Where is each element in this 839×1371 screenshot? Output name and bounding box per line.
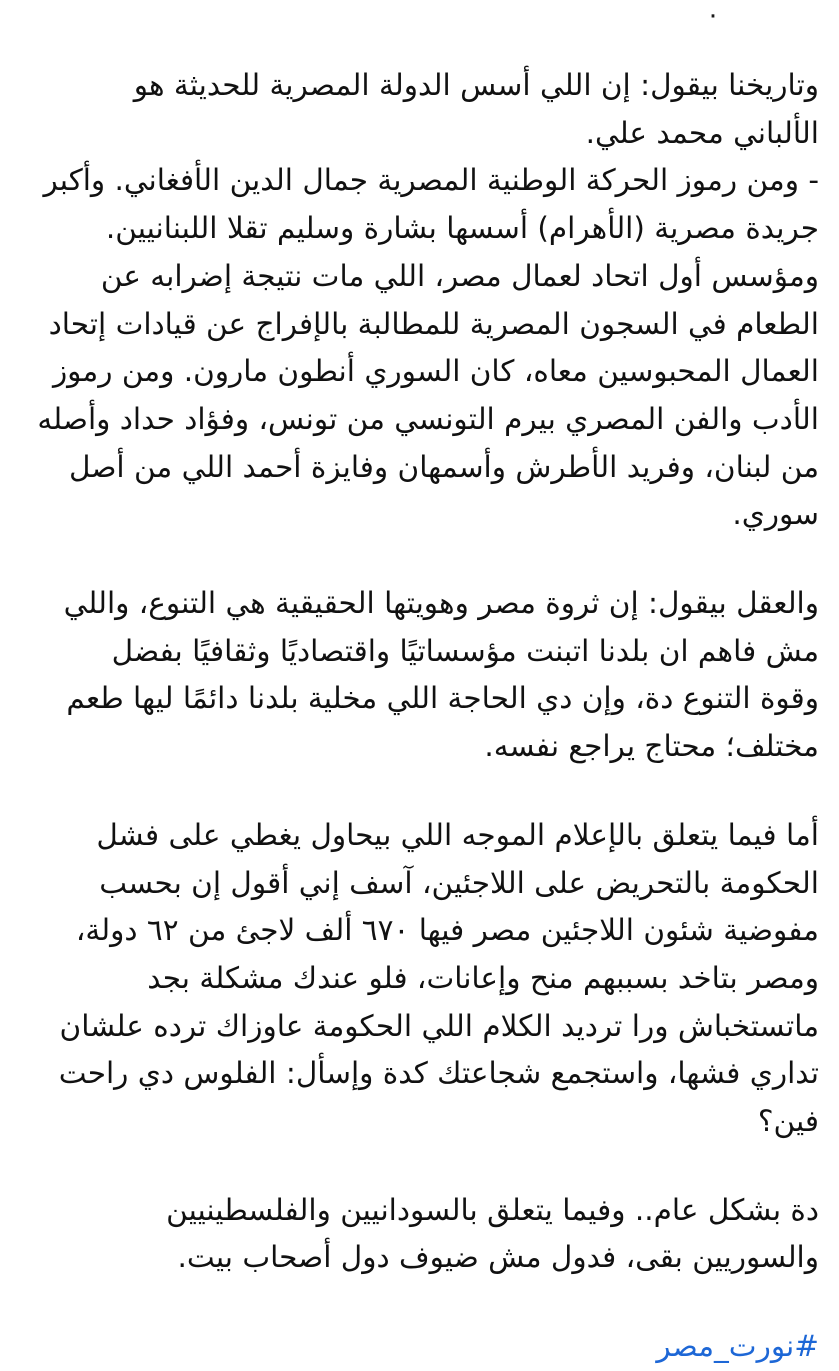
paragraph-reason: والعقل بيقول: إن ثروة مصر وهويتها الحقيقية هي التنوع، واللي مش فاهم ان بلدنا اتبنت مؤسساتيًا واقتصاديًا وثقافيًا بفضل وقوة التنوع دة، وإن دي الحاجة اللي مخلية بلدنا دائمًا ليها طعم مختلف؛ محتاج يراجع نفسه. bbox=[63, 586, 819, 764]
paragraph-gap bbox=[18, 771, 819, 812]
paragraph-gap bbox=[18, 539, 819, 580]
paragraph-conclusion: دة بشكل عام.. وفيما يتعلق بالسودانيين والفلسطينيين والسوريين بقى، فدول مش ضيوف دول أصحاب بيت. bbox=[166, 1192, 819, 1275]
paragraph-gap bbox=[18, 1146, 819, 1187]
paragraph-gap bbox=[18, 1282, 819, 1323]
hashtag-link[interactable]: #نورت_مصر bbox=[656, 1329, 819, 1364]
post-body bbox=[18, 62, 819, 1371]
top-mark: ٠ bbox=[706, 0, 720, 30]
paragraph-history: وتاريخنا بيقول: إن اللي أسس الدولة المصرية للحديثة هو الألباني محمد علي. - ومن رموز الحركة الوطنية المصرية جمال الدين الأفغاني. وأكبر جريدة مصرية (الأهرام) أسسها بشارة وسليم تقلا اللبنانيين. ومؤسس أول اتحاد لعمال مصر، اللي مات نتيجة إضرابه عن الطعام في السجون المصرية للمطالبة بالإفراج عن قيادات إتحاد العمال المحبوسين معاه، كان السوري أنطون مارون. ومن رموز الأدب والفن المصري بيرم التونسي من تونس، وفؤاد حداد وأصله من لبنان، وفريد الأطرش وأسمهان وفايزة أحمد اللي من أصل سوري. bbox=[37, 68, 819, 532]
paragraph-media: أما فيما يتعلق بالإعلام الموجه اللي بيحاول يغطي على فشل الحكومة بالتحريض على اللاجئين، آسف إني أقول إن بحسب مفوضية شئون اللاجئين مصر فيها ٦٧٠ ألف لاجئ من ٦٢ دولة، ومصر بتاخد بسببهم منح وإعانات، فلو عندك مشكلة بجد ماتستخباش ورا ترديد الكلام اللي الحكومة عاوزاك ترده علشان تداري فشها، واستجمع شجاعتك كدة وإسأل: الفلوس دي راحت فين؟ bbox=[58, 817, 819, 1139]
